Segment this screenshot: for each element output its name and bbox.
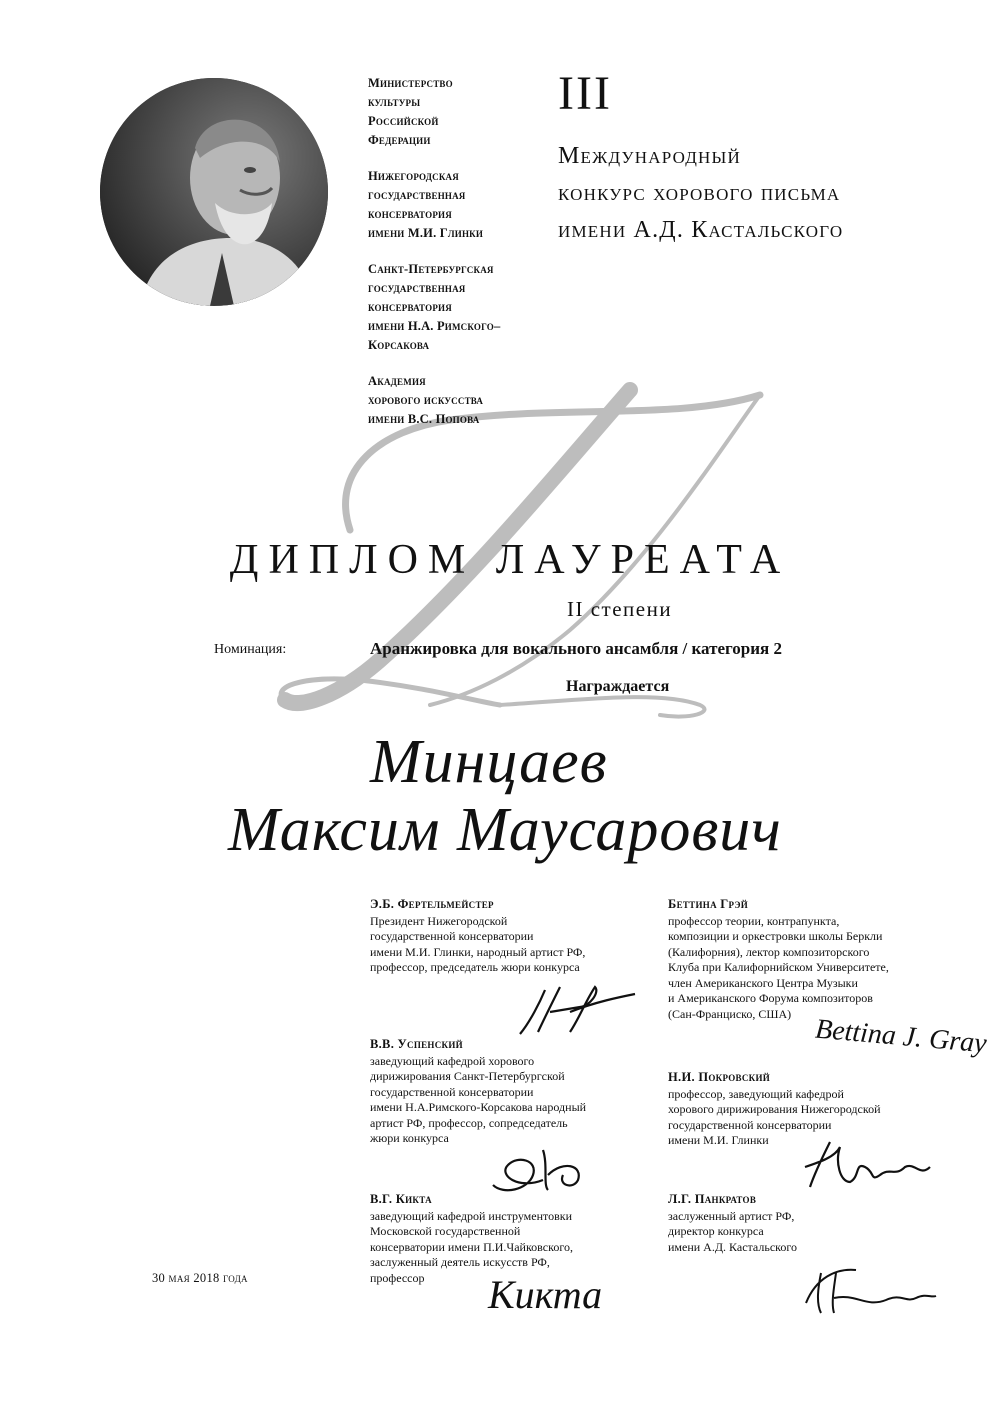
diploma-title: ДИПЛОМ ЛАУРЕАТА <box>229 537 791 583</box>
laureate-surname: Минцаев <box>370 728 608 796</box>
awarded-label: Награждается <box>566 678 670 695</box>
competition-number: III <box>558 67 612 120</box>
jury-name: Э.Б. Фертельмейстер <box>370 897 494 911</box>
competition-name: Международный конкурс хорового письма имени А.Д. Кастальского <box>558 143 844 243</box>
organization-ministry: Министерство культуры Российской Федерации <box>368 76 453 147</box>
signature-uspensky <box>488 1140 598 1200</box>
jury-member-fertelmeister <box>370 897 670 976</box>
signature-gray: Bettina J. Gray <box>814 1013 988 1060</box>
jury-description: заслуженный артист РФ, директор конкурса имени А.Д. Кастальского <box>668 1208 797 1254</box>
portrait-photo <box>100 78 328 306</box>
jury-description: профессор, заведующий кафедрой хорового дирижирования Нижегородской государственной консерватории имени М.И. Глинки <box>668 1086 881 1147</box>
organization-choral-academy: Академия хорового искусства имени В.С. Попова <box>368 374 484 426</box>
jury-member-gray <box>668 897 958 1022</box>
portrait-image <box>100 78 328 306</box>
signature-kikta: Кикта <box>488 1272 603 1317</box>
jury-name: В.В. Успенский <box>370 1037 463 1051</box>
jury-description: заведующий кафедрой инструментовки Московской государственной консерватории имени П.И.Чайковского, заслуженный деятель искусств РФ, профессор <box>370 1208 573 1285</box>
jury-member-pankratov <box>668 1192 958 1255</box>
jury-description: заведующий кафедрой хорового дирижирования Санкт-Петербургской государственной консерватории имени Н.А.Римского-Корсакова народный артист РФ, профессор, сопредседатель жюри конкурса <box>370 1053 587 1145</box>
diploma-degree: II степени <box>567 597 673 621</box>
issue-date: 30 мая 2018 года <box>152 1271 248 1285</box>
signature-pankratov <box>796 1258 946 1318</box>
organizations-list <box>368 74 568 446</box>
organization-spb-conservatory: Санкт-Петербургская государственная консерватория имени Н.А. Римского– Корсакова <box>368 262 501 352</box>
jury-name: Беттина Грэй <box>668 897 749 911</box>
jury-name: В.Г. Кикта <box>370 1192 432 1206</box>
jury-description: Президент Нижегородской государственной консерватории имени М.И. Глинки, народный артист РФ, профессор, председатель жюри конкурса <box>370 913 586 974</box>
jury-name: Л.Г. Панкратов <box>668 1192 757 1206</box>
jury-member-uspensky <box>370 1037 670 1147</box>
signature-pokrovsky <box>800 1137 940 1195</box>
nomination-value: Аранжировка для вокального ансамбля / категория 2 <box>370 639 783 658</box>
laureate-given-names: Максим Маусарович <box>228 796 782 864</box>
nomination-label: Номинация: <box>214 642 287 657</box>
signature-fertelmeister <box>510 982 640 1042</box>
organization-nizhny-conservatory: Нижегородская государственная консерватория имени М.И. Глинки <box>368 169 484 240</box>
jury-description: профессор теории, контрапункта, композиции и оркестровки школы Беркли (Калифорния), лектор композиторского Клуба при Калифорнийском Университете, член Американского Центра Музыки и Американского Форума композиторов (Сан-Франциско, США) <box>668 913 889 1021</box>
jury-name: Н.И. Покровский <box>668 1070 771 1084</box>
